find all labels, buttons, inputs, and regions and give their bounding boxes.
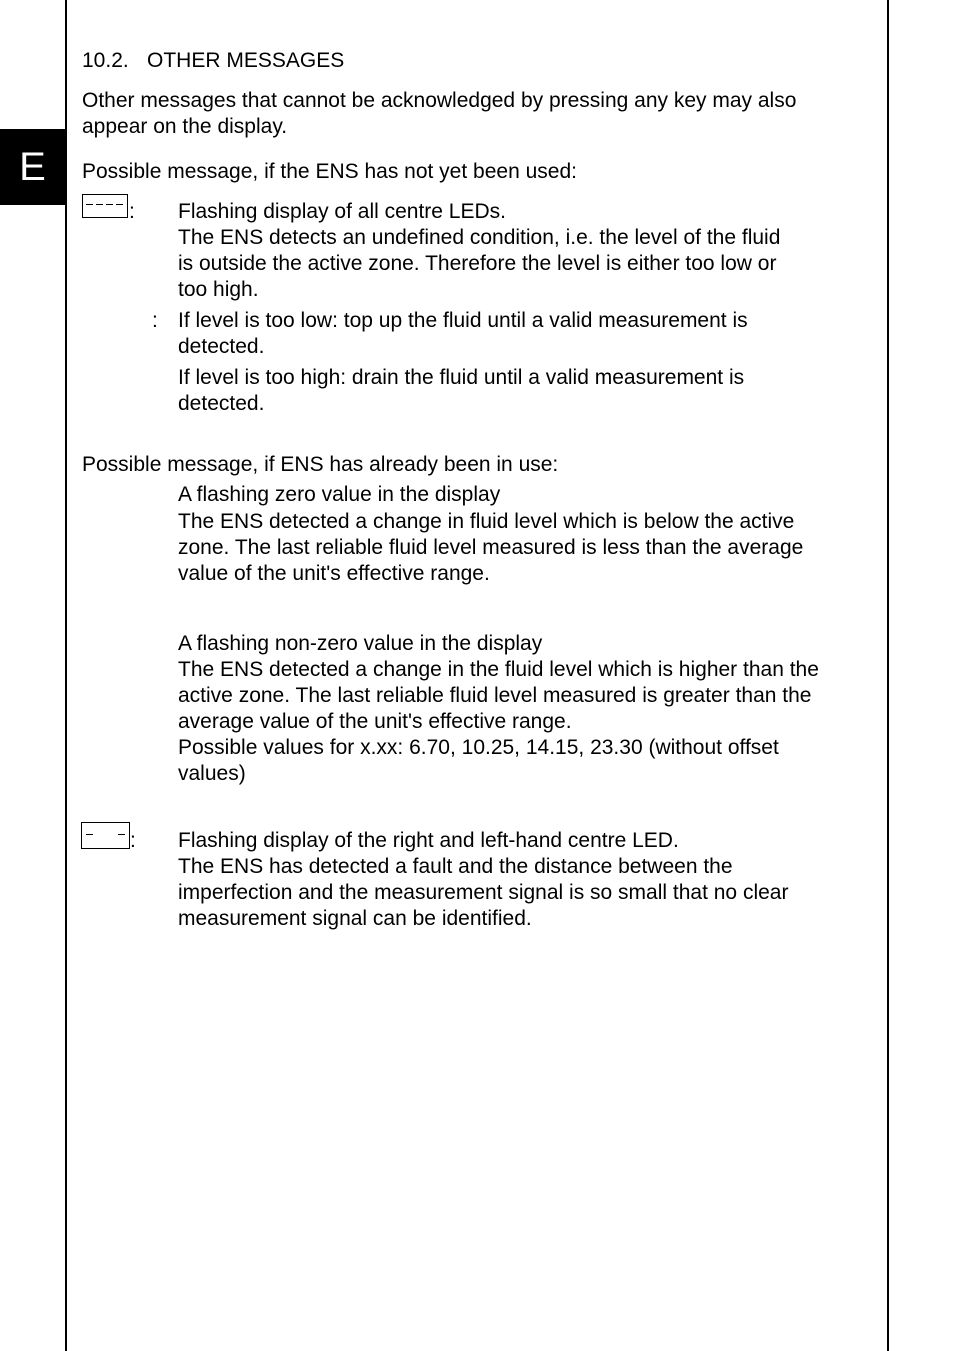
remedy-low-line-2: detected. xyxy=(178,335,265,358)
fault-desc-line-1: Flashing display of the right and left-hand centre LED. xyxy=(178,829,679,852)
nonzero-value-line-5: Possible values for x.xx: 6.70, 10.25, 14.15, 23.30 (without offset xyxy=(178,736,779,759)
zero-value-line-3: zone. The last reliable fluid level measured is less than the average xyxy=(178,536,804,559)
nonzero-value-line-6: values) xyxy=(178,762,246,785)
unused-desc-line-4: too high. xyxy=(178,278,259,301)
unused-desc-line-1: Flashing display of all centre LEDs. xyxy=(178,200,506,223)
zero-value-line-1: A flashing zero value in the display xyxy=(178,483,501,506)
fault-colon: : xyxy=(130,829,136,852)
heading-title: OTHER MESSAGES xyxy=(147,49,345,72)
fault-desc-line-3: imperfection and the measurement signal is so small that no clear xyxy=(178,881,789,904)
nonzero-value-line-3: active zone. The last reliable fluid level measured is greater than the xyxy=(178,684,812,707)
remedy-high-line-1: If level is too high: drain the fluid until a valid measurement is xyxy=(178,366,745,389)
nonzero-value-line-4: average value of the unit's effective range. xyxy=(178,710,572,733)
fault-desc-line-4: measurement signal can be identified. xyxy=(178,907,532,930)
zero-value-line-4: value of the unit's effective range. xyxy=(178,562,490,585)
used-section-title: Possible message, if ENS has already been in use: xyxy=(82,453,559,476)
fault-desc-line-2: The ENS has detected a fault and the distance between the xyxy=(178,855,733,878)
unused-section-title: Possible message, if the ENS has not yet been used: xyxy=(82,160,577,183)
unused-desc-line-2: The ENS detects an undefined condition, i.e. the level of the fluid xyxy=(178,226,781,249)
heading-number: 10.2. xyxy=(82,49,129,72)
remedy-low-line-1: If level is too low: top up the fluid until a valid measurement is xyxy=(178,309,748,332)
left-border-line xyxy=(65,0,67,1351)
nonzero-value-line-2: The ENS detected a change in the fluid level which is higher than the xyxy=(178,658,819,681)
unused-colon-2: : xyxy=(152,309,158,332)
nonzero-value-line-1: A flashing non-zero value in the display xyxy=(178,632,543,655)
unused-colon-1: : xyxy=(129,200,135,223)
zero-value-line-2: The ENS detected a change in fluid level which is below the active xyxy=(178,510,795,533)
remedy-high-line-2: detected. xyxy=(178,392,265,415)
right-border-line xyxy=(887,0,889,1351)
two-dash-display-icon xyxy=(81,822,130,849)
four-dash-display-icon xyxy=(82,194,128,218)
intro-line-2: appear on the display. xyxy=(82,115,288,138)
unused-desc-line-3: is outside the active zone. Therefore the level is either too low or xyxy=(178,252,777,275)
section-tab-letter: E xyxy=(19,145,46,189)
section-tab-e xyxy=(0,129,65,205)
intro-line-1: Other messages that cannot be acknowledged by pressing any key may also xyxy=(82,89,797,112)
